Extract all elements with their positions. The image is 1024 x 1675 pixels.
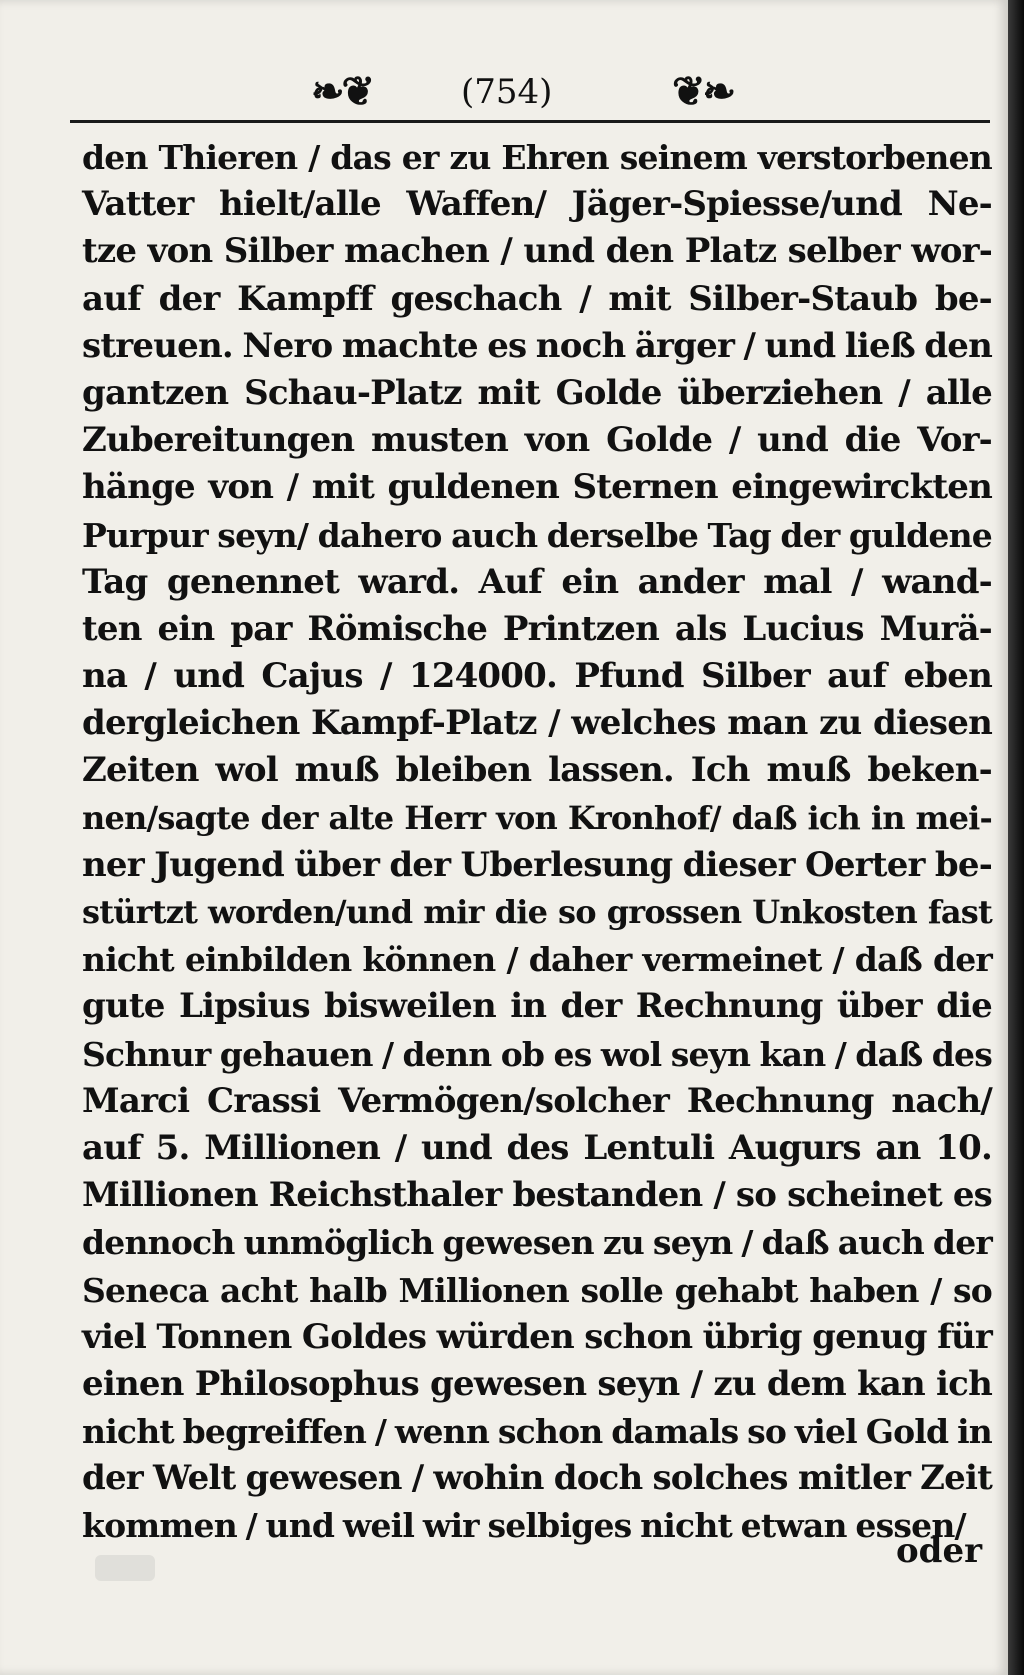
text-line: viel Tonnen Goldes würden schon übrig genug für bbox=[82, 1316, 992, 1357]
text-line: auf 5. Millionen / und des Lentuli Augurs an 10. bbox=[82, 1127, 992, 1168]
text-line: stürtzt worden/und mir die so grossen Unkosten fast bbox=[82, 893, 992, 931]
text-line: tze von Silber machen / und den Platz selber wor- bbox=[82, 231, 992, 272]
right-ornament: ❦❧ bbox=[672, 68, 734, 115]
text-line: gantzen Schau-Platz mit Golde überziehen / alle bbox=[82, 372, 992, 413]
text-line: Zubereitungen musten von Golde / und die Vor- bbox=[82, 420, 992, 461]
text-line: den Thieren / das er zu Ehren seinem verstorbenen bbox=[82, 138, 992, 177]
left-ornament: ❧❦ bbox=[311, 68, 373, 115]
catchword: oder bbox=[896, 1531, 982, 1571]
text-line: dennoch unmöglich gewesen zu seyn / daß auch der bbox=[82, 1223, 992, 1263]
text-line: Vatter hielt/alle Waffen/ Jäger-Spiesse/und Ne- bbox=[82, 184, 992, 225]
page-edge bbox=[1008, 0, 1024, 1675]
text-line: Zeiten wol muß bleiben lassen. Ich muß beken- bbox=[82, 750, 992, 791]
header-rule bbox=[70, 120, 990, 123]
text-line: hänge von / mit guldenen Sternen eingewirckten bbox=[82, 467, 992, 508]
text-line: Tag genennet ward. Auf ein ander mal / wand- bbox=[82, 561, 992, 602]
text-line: Millionen Reichsthaler bestanden / so scheinet es bbox=[82, 1175, 992, 1216]
text-line: ten ein par Römische Printzen als Lucius Murä- bbox=[82, 608, 992, 649]
text-line: gute Lipsius bisweilen in der Rechnung über die bbox=[82, 986, 992, 1027]
text-line: nicht begreiffen / wenn schon damals so viel Gold in bbox=[82, 1412, 992, 1452]
text-line: kommen / und weil wir selbiges nicht etwan essen/ bbox=[82, 1506, 966, 1546]
text-line: Schnur gehauen / denn ob es wol seyn kan / daß des bbox=[82, 1034, 992, 1074]
text-line: der Welt gewesen / wohin doch solches mitler Zeit bbox=[82, 1458, 992, 1499]
page-smudge bbox=[95, 1555, 155, 1581]
text-line: Marci Crassi Vermögen/solcher Rechnung nach/ bbox=[82, 1080, 992, 1121]
text-line: Seneca acht halb Millionen solle gehabt haben / so bbox=[82, 1270, 992, 1310]
text-line: dergleichen Kampf-Platz / welches man zu diesen bbox=[82, 703, 992, 744]
text-line: streuen. Nero machte es noch ärger / und ließ den bbox=[82, 325, 992, 366]
page-number: (754) bbox=[461, 72, 553, 112]
text-line: Purpur seyn/ dahero auch derselbe Tag der guldene bbox=[82, 515, 992, 555]
text-line: nen/sagte der alte Herr von Kronhof/ daß ich in mei- bbox=[82, 798, 992, 837]
text-line: einen Philosophus gewesen seyn / zu dem kan ich bbox=[82, 1363, 992, 1404]
text-line: ner Jugend über der Uberlesung dieser Oerter be- bbox=[82, 844, 992, 885]
text-line: na / und Cajus / 124000. Pfund Silber auf eben bbox=[82, 656, 992, 697]
text-line: nicht einbilden können / daher vermeinet / daß der bbox=[82, 940, 992, 980]
text-line: auf der Kampff geschach / mit Silber-Staub be- bbox=[82, 278, 992, 319]
body-text bbox=[82, 134, 992, 1550]
